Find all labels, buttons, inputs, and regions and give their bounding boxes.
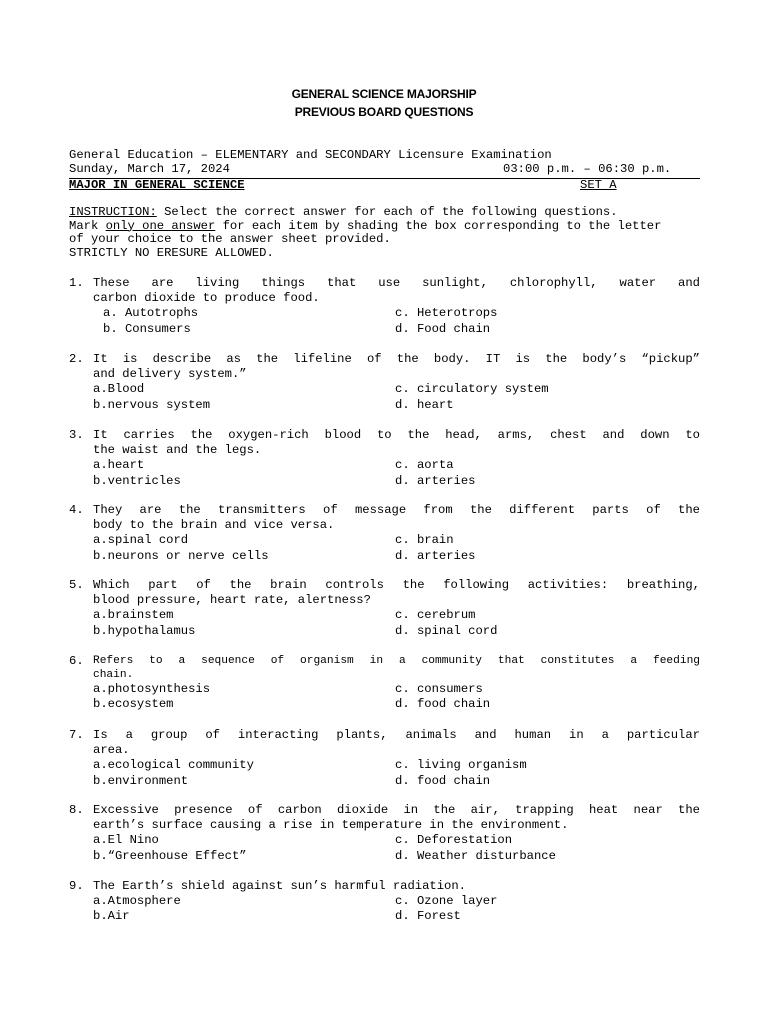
question-number: 6. bbox=[69, 654, 84, 668]
option-a: a.El Nino bbox=[93, 833, 159, 848]
instruction-line-2: Mark only one answer for each item by shading the box corresponding to the letter bbox=[69, 218, 662, 233]
option-b: b.environment bbox=[93, 773, 189, 788]
exam-time: 03:00 p.m. – 06:30 p.m. bbox=[503, 162, 672, 176]
option-a: a.ecological community bbox=[93, 758, 254, 773]
exam-date: Sunday, March 17, 2024 bbox=[69, 162, 230, 176]
question-stem-line-2: chain. bbox=[93, 669, 134, 681]
question-stem-line-1: It carries the oxygen-rich blood to the head, arms, chest and down to bbox=[93, 428, 700, 442]
question-number: 9. bbox=[69, 879, 84, 893]
answer-options bbox=[93, 608, 700, 638]
option-b: b.Air bbox=[93, 909, 130, 924]
question-2 bbox=[69, 352, 700, 413]
question-stem-line-2: earth’s surface causing a rise in temperature in the environment. bbox=[93, 818, 569, 833]
option-c: c. aorta bbox=[395, 458, 454, 473]
question-5 bbox=[69, 578, 700, 639]
question-number: 7. bbox=[69, 728, 84, 742]
question-stem-line-2: area. bbox=[93, 743, 130, 758]
option-b: b.ventricles bbox=[93, 473, 181, 488]
question-stem-line-1: Is a group of interacting plants, animals and human in a particular bbox=[93, 728, 700, 742]
answer-options bbox=[93, 758, 700, 788]
exam-name: General Education – ELEMENTARY and SECONDARY Licensure Examination bbox=[69, 148, 552, 162]
major-label: MAJOR IN GENERAL SCIENCE bbox=[69, 178, 245, 192]
option-b: b.hypothalamus bbox=[93, 623, 196, 638]
option-a: a. Autotrophs bbox=[103, 306, 199, 321]
answer-options bbox=[93, 458, 700, 488]
option-d: d. food chain bbox=[395, 697, 491, 712]
option-c: c. Ozone layer bbox=[395, 894, 498, 909]
option-c: c. brain bbox=[395, 533, 454, 548]
instruction-emphasis: only one answer bbox=[105, 218, 216, 233]
option-c: c. living organism bbox=[395, 758, 527, 773]
question-8 bbox=[69, 803, 700, 864]
question-7 bbox=[69, 728, 700, 789]
question-stem-line-1: Which part of the brain controls the following activities: breathing, bbox=[93, 578, 700, 592]
question-number: 3. bbox=[69, 428, 84, 442]
option-a: a.brainstem bbox=[93, 608, 174, 623]
question-stem-line-2: body to the brain and vice versa. bbox=[93, 518, 335, 533]
option-d: d. Forest bbox=[395, 909, 461, 924]
option-d: d. arteries bbox=[395, 548, 476, 563]
option-b: b.ecosystem bbox=[93, 697, 174, 712]
question-stem-line-1: These are living things that use sunlight, chlorophyll, water and bbox=[93, 276, 700, 290]
option-d: d. food chain bbox=[395, 773, 491, 788]
question-stem-line-2: blood pressure, heart rate, alertness? bbox=[93, 593, 371, 608]
option-a: a.photosynthesis bbox=[93, 682, 211, 696]
question-4 bbox=[69, 503, 700, 564]
option-c: c. circulatory system bbox=[395, 382, 549, 397]
instruction-label: INSTRUCTION: bbox=[69, 205, 157, 219]
question-stem-line-1: Refers to a sequence of organism in a community that constitutes a feeding bbox=[93, 655, 700, 667]
answer-options bbox=[93, 894, 700, 924]
question-stem-line-1: They are the transmitters of message from the different parts of the bbox=[93, 503, 700, 517]
option-c: c. cerebrum bbox=[395, 608, 476, 623]
instruction-line-3: of your choice to the answer sheet provided. bbox=[69, 232, 391, 246]
option-c: c. Deforestation bbox=[395, 833, 513, 848]
question-stem-line-2: carbon dioxide to produce food. bbox=[93, 291, 320, 306]
option-b: b. Consumers bbox=[103, 321, 191, 336]
question-number: 4. bbox=[69, 503, 84, 517]
question-number: 5. bbox=[69, 578, 84, 592]
option-d: d. Weather disturbance bbox=[395, 848, 556, 863]
exam-date-row bbox=[69, 163, 700, 177]
question-6 bbox=[69, 654, 700, 712]
option-c: c. Heterotrops bbox=[395, 306, 498, 321]
page-subtitle: PREVIOUS BOARD QUESTIONS bbox=[294, 105, 474, 119]
option-a: a.heart bbox=[93, 458, 145, 473]
question-stem-line-1: Excessive presence of carbon dioxide in the air, trapping heat near the bbox=[93, 803, 700, 817]
option-c: c. consumers bbox=[395, 682, 483, 696]
question-9 bbox=[69, 879, 700, 925]
option-d: d. spinal cord bbox=[395, 623, 498, 638]
answer-options bbox=[93, 833, 700, 863]
question-3 bbox=[69, 428, 700, 489]
instructions bbox=[69, 206, 661, 260]
answer-options bbox=[93, 306, 700, 336]
question-stem-line-2: the waist and the legs. bbox=[93, 443, 262, 458]
question-number: 1. bbox=[69, 276, 84, 290]
major-row bbox=[69, 179, 700, 193]
option-d: d. arteries bbox=[395, 473, 476, 488]
option-b: b.nervous system bbox=[93, 397, 211, 412]
answer-options bbox=[93, 382, 700, 412]
option-b: b.neurons or nerve cells bbox=[93, 548, 269, 563]
question-stem-line-2: and delivery system.” bbox=[93, 367, 247, 382]
option-a: a.spinal cord bbox=[93, 533, 189, 548]
answer-options bbox=[93, 682, 700, 712]
question-number: 2. bbox=[69, 352, 84, 366]
instruction-line-4: STRICTLY NO ERESURE ALLOWED. bbox=[69, 245, 274, 260]
question-stem-line-1: The Earth’s shield against sun’s harmful radiation. bbox=[93, 879, 466, 893]
question-number: 8. bbox=[69, 803, 84, 817]
option-a: a.Atmosphere bbox=[93, 894, 181, 909]
question-stem-line-1: It is describe as the lifeline of the body. IT is the body’s “pickup” bbox=[93, 352, 700, 366]
option-a: a.Blood bbox=[93, 382, 145, 397]
question-1 bbox=[69, 276, 700, 337]
option-b: b.“Greenhouse Effect” bbox=[93, 848, 247, 863]
option-d: d. Food chain bbox=[395, 321, 491, 336]
set-label: SET A bbox=[580, 178, 617, 192]
option-d: d. heart bbox=[395, 397, 454, 412]
instruction-line-1: INSTRUCTION: Select the correct answer for each of the following questions. bbox=[69, 205, 618, 219]
answer-options bbox=[93, 533, 700, 563]
page-title: GENERAL SCIENCE MAJORSHIP bbox=[291, 87, 477, 101]
